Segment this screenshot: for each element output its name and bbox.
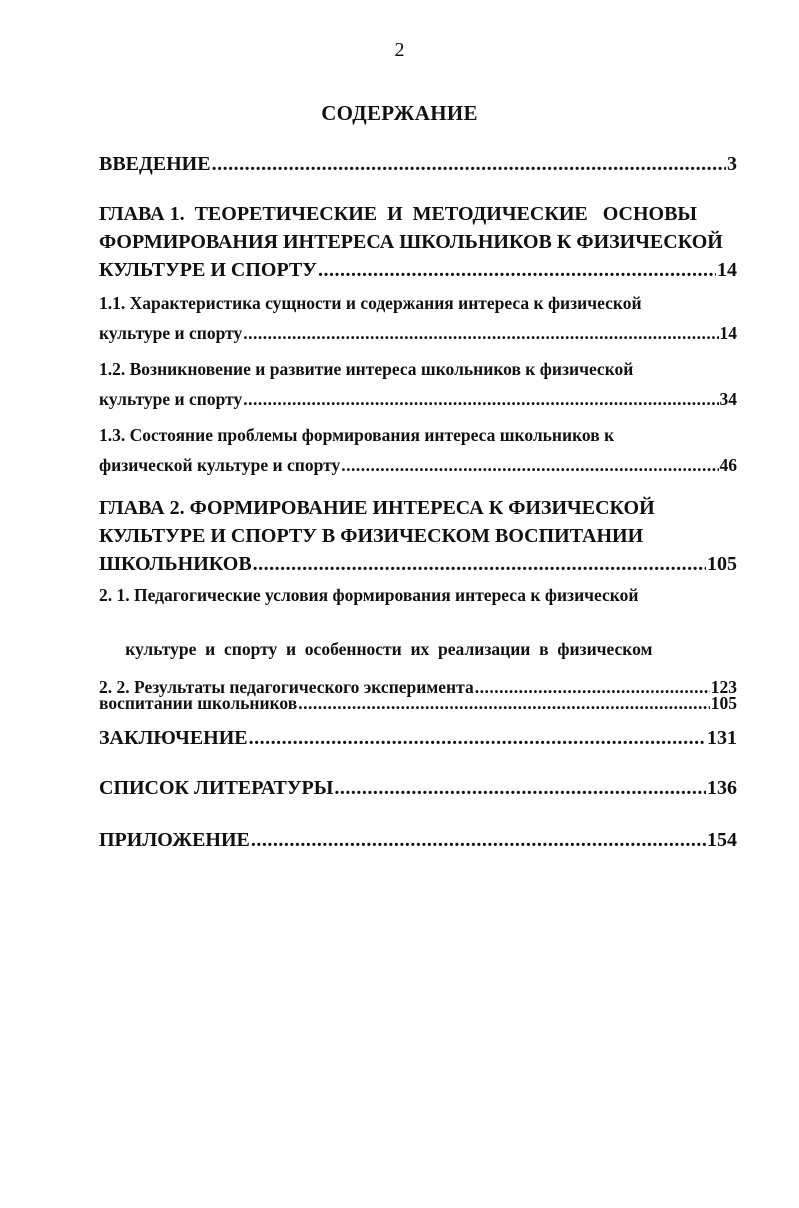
toc-entry-text: 1.3. Состояние проблемы формирования интереса школьников к xyxy=(99,425,615,445)
toc-entry-line xyxy=(99,288,737,318)
toc-entry-text: ГЛАВА 1. ТЕОРЕТИЧЕСКИЕ И МЕТОДИЧЕСКИЕ ОСНОВЫ xyxy=(99,203,698,225)
dot-leader xyxy=(249,724,706,752)
toc-entry-text: 2. 1. Педагогические условия формирования интереса к физической xyxy=(99,585,639,605)
toc-entry-label: СПИСОК ЛИТЕРАТУРЫ xyxy=(99,777,334,799)
toc-entry-label: ВВЕДЕНИЕ xyxy=(99,153,211,175)
toc-entry-section-1-1[interactable] xyxy=(99,288,737,348)
toc-entry-text: 1.2. Возникновение и развитие интереса школьников к физической xyxy=(99,359,634,379)
dot-leader xyxy=(341,450,718,480)
toc-page-number: 105 xyxy=(710,693,737,713)
dot-leader xyxy=(253,550,706,578)
dot-leader xyxy=(334,774,706,802)
toc-entry-conclusion[interactable] xyxy=(99,724,737,752)
page-title: СОДЕРЖАНИЕ xyxy=(321,101,478,125)
dot-leader xyxy=(212,150,726,178)
toc-entry-line xyxy=(99,354,737,384)
toc-entry-label: ЗАКЛЮЧЕНИЕ xyxy=(99,727,248,749)
page-number: 2 xyxy=(394,39,405,61)
dot-leader xyxy=(243,318,718,348)
toc-entry-line xyxy=(99,200,698,228)
toc-entry-section-1-2[interactable] xyxy=(99,354,737,414)
dot-leader xyxy=(475,672,710,702)
toc-entry-text: ГЛАВА 2. ФОРМИРОВАНИЕ ИНТЕРЕСА К ФИЗИЧЕСКОЙ xyxy=(99,497,655,519)
toc-entry-appendix[interactable] xyxy=(99,826,737,854)
toc-entry-text: физической культуре и спорту xyxy=(99,455,341,475)
toc-page-number: 14 xyxy=(719,323,737,343)
toc-entry-text: 2. 2. Результаты педагогического эксперимента xyxy=(99,677,474,697)
toc-page-number: 3 xyxy=(727,153,737,175)
toc-entry-text: ФОРМИРОВАНИЯ ИНТЕРЕСА ШКОЛЬНИКОВ К ФИЗИЧЕСКОЙ xyxy=(99,231,723,253)
toc-entry-text: культуре и спорту xyxy=(99,389,243,409)
toc-page-number: 46 xyxy=(719,455,737,475)
toc-page-number: 154 xyxy=(707,829,737,851)
toc-entry-bibliography[interactable] xyxy=(99,774,737,802)
toc-entry-section-1-3[interactable] xyxy=(99,420,737,480)
toc-entry-chapter-2[interactable] xyxy=(99,494,737,578)
toc-entry-text: культуре и спорту и особенности их реализации в физическом xyxy=(125,639,653,659)
toc-page-number: 105 xyxy=(707,553,737,575)
toc-entry-section-2-2[interactable] xyxy=(99,672,737,702)
toc-entry-line xyxy=(99,228,737,256)
toc-page-number: 14 xyxy=(717,259,737,281)
dot-leader xyxy=(251,826,706,854)
toc-page-number: 131 xyxy=(707,727,737,749)
toc-page-number: 34 xyxy=(719,389,737,409)
toc-entry-text: 1.1. Характеристика сущности и содержания интереса к физической xyxy=(99,293,642,313)
toc-entry-text: ШКОЛЬНИКОВ xyxy=(99,553,252,575)
toc-entry-text: КУЛЬТУРЕ И СПОРТУ xyxy=(99,259,317,281)
dot-leader xyxy=(243,384,718,414)
toc-entry-label: ПРИЛОЖЕНИЕ xyxy=(99,829,250,851)
toc-entry-chapter-1[interactable] xyxy=(99,200,737,284)
toc-entry-text: КУЛЬТУРЕ И СПОРТУ В ФИЗИЧЕСКОМ ВОСПИТАНИИ xyxy=(99,525,644,547)
toc-entry-line xyxy=(99,494,737,522)
toc-entry-text: воспитании школьников xyxy=(99,693,298,713)
toc-entry-line xyxy=(99,522,737,550)
toc-page-number: 123 xyxy=(710,677,737,697)
toc-entry-introduction[interactable] xyxy=(99,150,737,178)
dot-leader xyxy=(318,256,716,284)
toc-page-number: 136 xyxy=(707,777,737,799)
toc-entry-line xyxy=(99,420,737,450)
toc-entry-text: культуре и спорту xyxy=(99,323,243,343)
toc-entry-line xyxy=(99,582,737,609)
